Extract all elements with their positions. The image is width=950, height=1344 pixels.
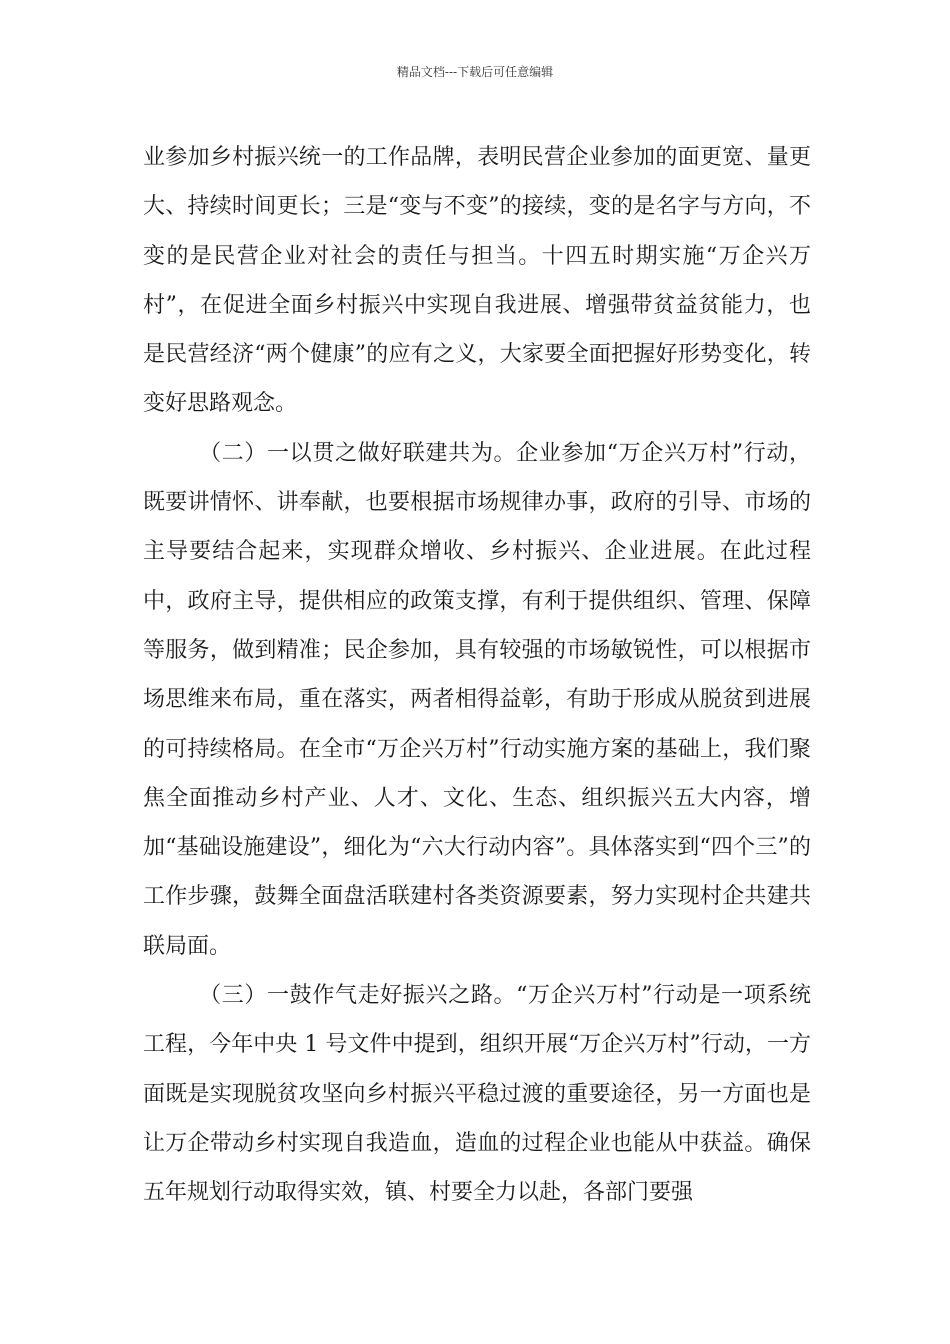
paragraph-section-three: （三）一鼓作气走好振兴之路。“万企兴万村”行动是一项系统工程，今年中央 1 号文件中提到，组织开展“万企兴万村”行动，一方面既是实现脱贫攻坚向乡村振兴平稳过渡的重要途径，另一方面也是让万企带动乡村实现自我造血，造血的过程企业也能从中获益。确保五年规划行动取得实效，镇、村要全力以赴，各部门要强 xyxy=(143,983,811,1206)
paragraph-continuation: 业参加乡村振兴统一的工作品牌，表明民营企业参加的面更宽、量更大、持续时间更长；三是“变与不变”的接续，变的是名字与方向，不变的是民营企业对社会的责任与担当。十四五时期实施“万企兴万村”，在促进全面乡村振兴中实现自我进展、增强带贫益贫能力，也是民营经济“两个健康”的应有之义，大家要全面把握好形势变化，转变好思路观念。 xyxy=(143,145,811,417)
paragraph-section-two: （二）一以贯之做好联建共为。企业参加“万企兴万村”行动，既要讲情怀、讲奉献，也要根据市场规律办事，政府的引导、市场的主导要结合起来，实现群众增收、乡村振兴、企业进展。在此过程中，政府主导，提供相应的政策支撑，有利于提供组织、管理、保障等服务，做到精准；民企参加，具有较强的市场敏锐性，可以根据市场思维来布局，重在落实，两者相得益彰，有助于形成从脱贫到进展的可持续格局。在全市“万企兴万村”行动实施方案的基础上，我们聚焦全面推动乡村产业、人才、文化、生态、组织振兴五大内容，增加“基础设施建设”，细化为“六大行动内容”。具体落实到“四个三”的工作步骤，鼓舞全面盘活联建村各类资源要素，努力实现村企共建共联局面。 xyxy=(143,440,811,959)
document-body xyxy=(143,133,811,1218)
page-header: 精品文档---下载后可任意编辑 xyxy=(396,65,554,79)
